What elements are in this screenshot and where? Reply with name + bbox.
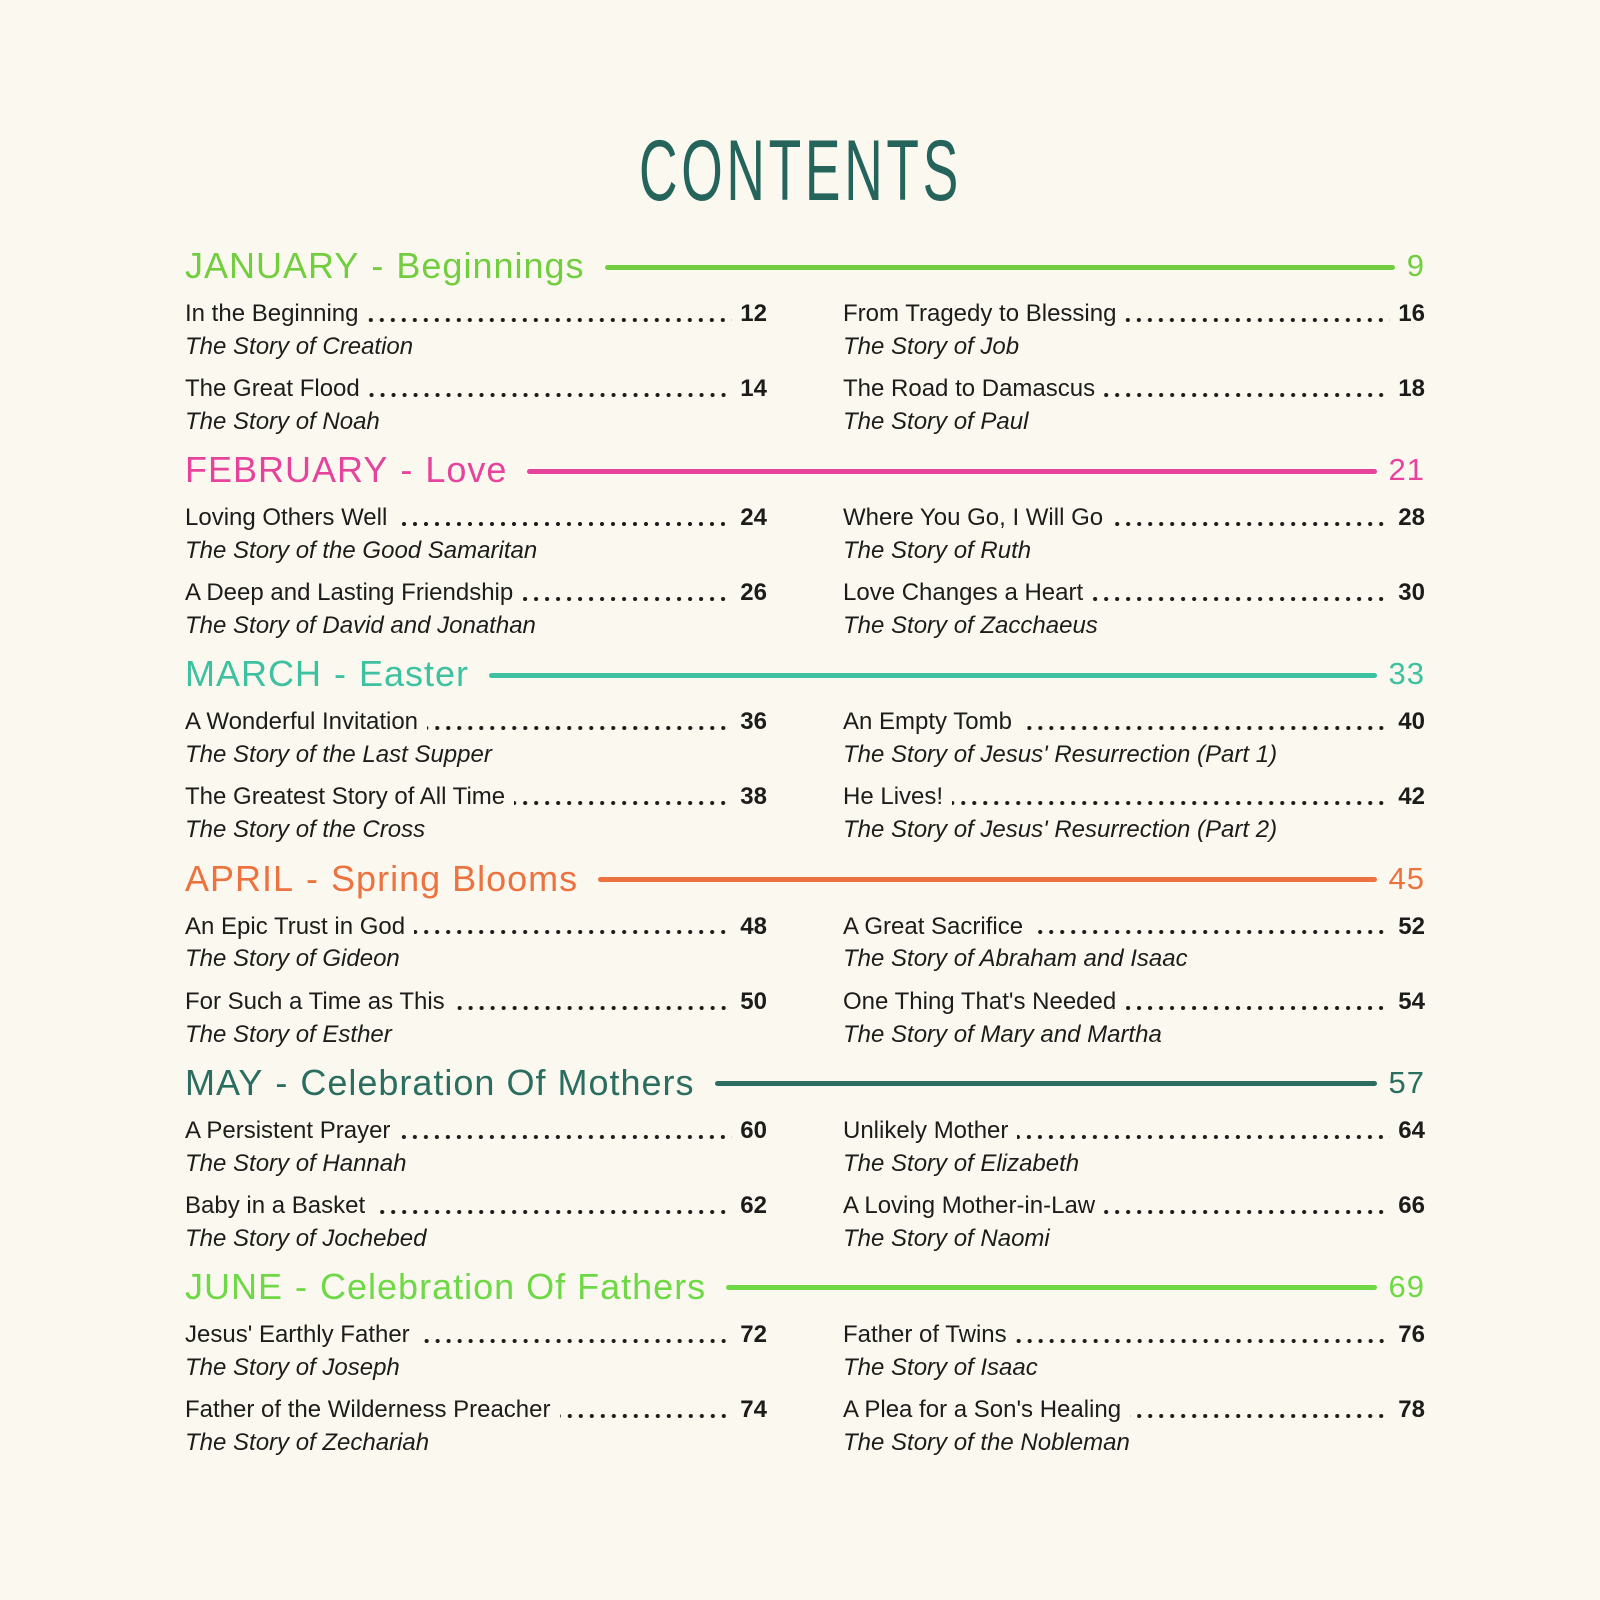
- entry-subtitle: The Story of Hannah: [185, 1149, 407, 1177]
- dot-leader: [374, 1210, 732, 1214]
- dot-leader: [1017, 1135, 1390, 1139]
- section-entries: [185, 914, 1425, 1047]
- dot-leader: [419, 1339, 733, 1343]
- entry-title: One Thing That's Needed: [843, 987, 1117, 1015]
- dot-leader: [1016, 1339, 1391, 1343]
- title-wrap: [0, 0, 1600, 221]
- entry-page-number: 14: [740, 375, 767, 403]
- entry-page-number: 40: [1398, 708, 1425, 736]
- dot-leader: [454, 1006, 733, 1010]
- section-theme: Beginnings: [396, 245, 585, 286]
- entry-subtitle: The Story of Creation: [185, 332, 414, 360]
- toc-entry: [185, 914, 767, 972]
- page-title: CONTENTS: [638, 123, 962, 219]
- section-rule: [715, 1081, 1377, 1086]
- entry-page-number: 64: [1398, 1116, 1425, 1144]
- toc-entry: [185, 784, 767, 842]
- toc-entry: [185, 301, 767, 359]
- toc-entry: [185, 505, 767, 563]
- section-rule: [726, 1285, 1376, 1290]
- entry-title: For Such a Time as This: [185, 987, 445, 1015]
- entry-subtitle: The Story of Elizabeth: [843, 1149, 1080, 1177]
- toc-entry: [843, 1322, 1425, 1380]
- entry-page-number: 12: [740, 300, 767, 327]
- toc-section-february: [185, 449, 1425, 638]
- entry-title: From Tragedy to Blessing: [843, 300, 1117, 327]
- toc-section-april: [185, 858, 1425, 1047]
- entry-title: Love Changes a Heart: [843, 579, 1084, 607]
- entry-page-number: 66: [1398, 1191, 1425, 1219]
- entry-subtitle: The Story of the Last Supper: [185, 741, 492, 769]
- toc-entry: [843, 784, 1425, 842]
- entry-page-number: 16: [1398, 300, 1425, 327]
- dot-leader: [1092, 597, 1390, 601]
- entry-subtitle: The Story of David and Jonathan: [185, 612, 536, 640]
- section-page-number: 21: [1388, 452, 1425, 488]
- section-month: MARCH: [185, 653, 322, 695]
- entry-title: Father of the Wilderness Preacher: [185, 1396, 551, 1424]
- dot-leader: [560, 1414, 733, 1418]
- section-entries: [185, 1118, 1425, 1251]
- entry-page-number: 24: [740, 504, 767, 532]
- entry-title: A Deep and Lasting Friendship: [185, 579, 514, 607]
- entry-title: Baby in a Basket: [185, 1191, 366, 1219]
- dot-leader: [1125, 1006, 1390, 1010]
- section-entries: [185, 301, 1425, 434]
- entry-page-number: 38: [740, 783, 767, 811]
- entry-page-number: 36: [740, 708, 767, 736]
- dot-leader: [396, 522, 732, 526]
- section-rule: [598, 877, 1376, 882]
- section-heading: [185, 858, 1425, 900]
- dot-leader: [369, 393, 733, 397]
- entry-page-number: 74: [740, 1396, 767, 1424]
- toc-section-may: [185, 1062, 1425, 1251]
- toc-entry: [843, 709, 1425, 767]
- section-heading: [185, 449, 1425, 491]
- entry-page-number: 76: [1398, 1320, 1425, 1348]
- entry-subtitle: The Story of Jochebed: [185, 1224, 427, 1252]
- toc-entry: [843, 1193, 1425, 1251]
- entry-subtitle: The Story of Paul: [843, 408, 1029, 435]
- entry-title: An Epic Trust in God: [185, 912, 406, 940]
- dot-leader: [367, 318, 732, 322]
- entry-page-number: 60: [740, 1116, 767, 1144]
- section-theme: Celebration Of Mothers: [300, 1061, 695, 1103]
- toc-section-june: [185, 1266, 1425, 1455]
- section-separator: -: [295, 1265, 309, 1307]
- entry-subtitle: The Story of Jesus' Resurrection (Part 1): [843, 741, 1278, 769]
- entry-title: Jesus' Earthly Father: [185, 1320, 410, 1348]
- toc-content: [185, 245, 1425, 1455]
- toc-entry: [843, 376, 1425, 434]
- section-entries: [185, 505, 1425, 638]
- dot-leader: [427, 726, 732, 730]
- section-heading: [185, 1062, 1425, 1104]
- toc-entry: [843, 1397, 1425, 1455]
- entry-title: Father of Twins: [843, 1320, 1007, 1348]
- section-month: JUNE: [185, 1265, 284, 1307]
- entry-page-number: 42: [1398, 783, 1425, 811]
- dot-leader: [514, 801, 732, 805]
- toc-entry: [843, 989, 1425, 1047]
- entry-subtitle: The Story of Mary and Martha: [843, 1020, 1162, 1048]
- entry-subtitle: The Story of Jesus' Resurrection (Part 2): [843, 816, 1278, 844]
- dot-leader: [1112, 522, 1390, 526]
- entry-page-number: 54: [1398, 987, 1425, 1015]
- entry-page-number: 30: [1398, 579, 1425, 607]
- toc-entry: [843, 301, 1425, 359]
- toc-entry: [185, 1118, 767, 1176]
- entry-page-number: 72: [740, 1320, 767, 1348]
- entry-subtitle: The Story of Abraham and Isaac: [843, 945, 1188, 973]
- dot-leader: [414, 930, 732, 934]
- section-page-number: 57: [1388, 1064, 1425, 1100]
- section-page-number: 9: [1406, 248, 1425, 283]
- entry-subtitle: The Story of Zechariah: [185, 1428, 430, 1456]
- section-page-number: 45: [1388, 860, 1425, 896]
- section-theme: Celebration Of Fathers: [320, 1265, 707, 1307]
- section-rule: [527, 469, 1376, 474]
- entry-subtitle: The Story of Ruth: [843, 537, 1032, 565]
- entry-title: Where You Go, I Will Go: [843, 504, 1104, 532]
- entry-subtitle: The Story of Job: [843, 332, 1020, 360]
- entry-subtitle: The Story of Gideon: [185, 945, 400, 973]
- section-heading: [185, 1266, 1425, 1308]
- entry-page-number: 50: [740, 987, 767, 1015]
- entry-title: In the Beginning: [185, 300, 359, 327]
- entry-title: A Plea for a Son's Healing: [843, 1396, 1122, 1424]
- entry-page-number: 62: [740, 1191, 767, 1219]
- dot-leader: [1021, 726, 1390, 730]
- section-month: MAY: [185, 1061, 264, 1103]
- entry-page-number: 78: [1398, 1396, 1425, 1424]
- entry-title: The Great Flood: [185, 375, 360, 403]
- section-separator: -: [306, 857, 320, 899]
- section-page-number: 33: [1388, 656, 1425, 692]
- toc-section-january: [185, 245, 1425, 434]
- section-heading: [185, 653, 1425, 695]
- entry-title: A Loving Mother-in-Law: [843, 1191, 1096, 1219]
- section-separator: -: [275, 1061, 289, 1103]
- dot-leader: [952, 801, 1390, 805]
- entry-subtitle: The Story of the Good Samaritan: [185, 537, 538, 565]
- section-entries: [185, 1322, 1425, 1455]
- toc-entry: [843, 580, 1425, 638]
- section-rule: [605, 265, 1395, 270]
- entry-subtitle: The Story of Isaac: [843, 1353, 1038, 1381]
- entry-page-number: 18: [1398, 375, 1425, 403]
- toc-entry: [843, 1118, 1425, 1176]
- section-separator: -: [400, 449, 414, 491]
- dot-leader: [1130, 1414, 1390, 1418]
- section-month: FEBRUARY: [185, 449, 389, 491]
- section-separator: -: [371, 245, 385, 286]
- entry-subtitle: The Story of Zacchaeus: [843, 612, 1098, 640]
- dot-leader: [1125, 318, 1390, 322]
- toc-entry: [185, 709, 767, 767]
- toc-entry: [185, 376, 767, 434]
- section-theme: Love: [425, 449, 508, 491]
- entry-page-number: 28: [1398, 504, 1425, 532]
- toc-section-march: [185, 653, 1425, 842]
- entry-title: A Wonderful Invitation: [185, 708, 419, 736]
- section-month: APRIL: [185, 857, 295, 899]
- entry-title: The Road to Damascus: [843, 375, 1096, 403]
- section-separator: -: [334, 653, 347, 695]
- toc-entry: [843, 505, 1425, 563]
- entry-subtitle: The Story of the Cross: [185, 816, 426, 844]
- toc-entry: [185, 1193, 767, 1251]
- dot-leader: [522, 597, 732, 601]
- entry-title: A Persistent Prayer: [185, 1116, 391, 1144]
- dot-leader: [1032, 930, 1390, 934]
- entry-subtitle: The Story of Joseph: [185, 1353, 400, 1381]
- dot-leader: [1104, 393, 1390, 397]
- entry-title: A Great Sacrifice: [843, 912, 1024, 940]
- toc-entry: [185, 580, 767, 638]
- section-heading: [185, 245, 1425, 287]
- toc-entry: [843, 914, 1425, 972]
- entry-title: The Greatest Story of All Time: [185, 783, 506, 811]
- entry-subtitle: The Story of Noah: [185, 408, 380, 435]
- section-theme: Easter: [359, 653, 470, 695]
- entry-subtitle: The Story of the Nobleman: [843, 1428, 1130, 1456]
- section-page-number: 69: [1388, 1268, 1425, 1304]
- section-theme: Spring Blooms: [331, 857, 579, 899]
- entry-title: Unlikely Mother: [843, 1116, 1009, 1144]
- toc-entry: [185, 1397, 767, 1455]
- section-month: JANUARY: [185, 245, 360, 286]
- dot-leader: [1104, 1210, 1390, 1214]
- toc-entry: [185, 989, 767, 1047]
- entry-title: Loving Others Well: [185, 504, 388, 532]
- entry-page-number: 52: [1398, 912, 1425, 940]
- entry-title: He Lives!: [843, 783, 944, 811]
- entry-page-number: 48: [740, 912, 767, 940]
- entry-subtitle: The Story of Esther: [185, 1020, 392, 1048]
- dot-leader: [399, 1135, 732, 1139]
- section-entries: [185, 709, 1425, 842]
- toc-entry: [185, 1322, 767, 1380]
- entry-title: An Empty Tomb: [843, 708, 1012, 736]
- entry-subtitle: The Story of Naomi: [843, 1224, 1050, 1252]
- section-rule: [489, 673, 1376, 678]
- entry-page-number: 26: [740, 579, 767, 607]
